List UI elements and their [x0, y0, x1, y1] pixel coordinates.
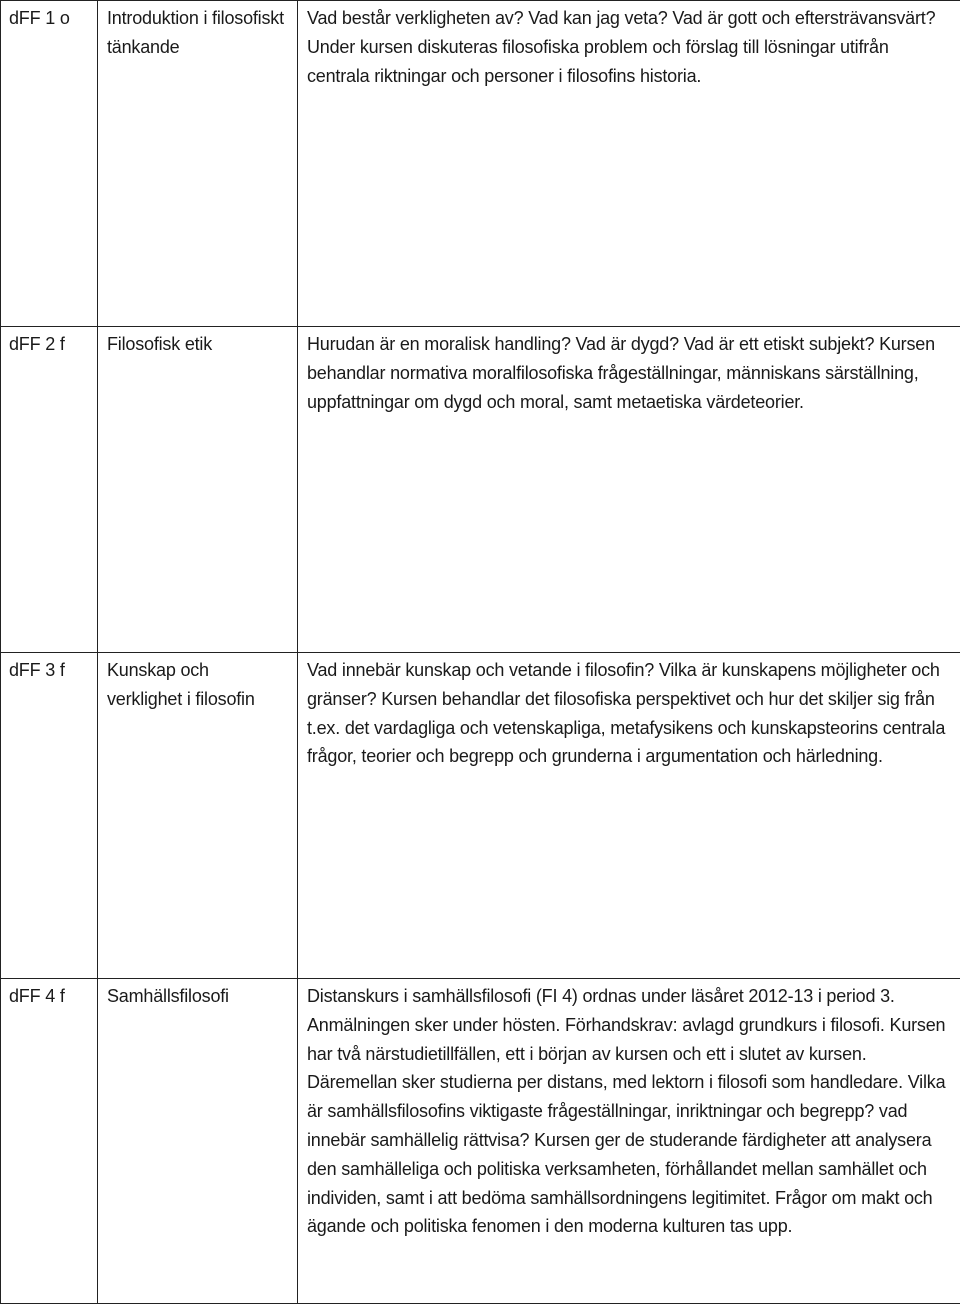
course-code: dFF 3 f [1, 653, 98, 979]
course-description: Hurudan är en moralisk handling? Vad är dygd? Vad är ett etiskt subjekt? Kursen behandlar normativa moralfilosofiska frågeställningar, människans särställning, uppfattningar om dygd och moral, samt metaetiska värdeteorier. [298, 327, 960, 653]
course-title: Introduktion i filosofiskt tänkande [98, 1, 298, 327]
table-row [1, 327, 960, 653]
course-code: dFF 1 o [1, 1, 98, 327]
course-title: Filosofisk etik [98, 327, 298, 653]
course-description: Distanskurs i samhällsfilosofi (FI 4) ordnas under läsåret 2012-13 i period 3. Anmälningen sker under hösten. Förhandskrav: avlagd grundkurs i filosofi. Kursen har två närstudietillfällen, ett i början av kursen och ett i slutet av kursen. Däremellan sker studierna per distans, med lektorn i filosofi som handledare. Vilka är samhällsfilosofins viktigaste frågeställningar, inriktningar och begrepp? vad innebär samhällelig rättvisa? Kursen ger de studerande färdigheter att analysera den samhälleliga och politiska verksamheten, förhållandet mellan samhället och individen, samt i att bedöma samhällsordningens legitimitet. Frågor om makt och ägande och politiska fenomen i den moderna kulturen tas upp. [298, 979, 960, 1304]
course-description: Vad består verkligheten av? Vad kan jag veta? Vad är gott och eftersträvansvärt? Under kursen diskuteras filosofiska problem och förslag till lösningar utifrån centrala riktningar och personer i filosofins historia. [298, 1, 960, 327]
table-row [1, 979, 960, 1304]
course-title: Kunskap och verklighet i filosofin [98, 653, 298, 979]
course-code: dFF 2 f [1, 327, 98, 653]
table-row [1, 1, 960, 327]
course-description: Vad innebär kunskap och vetande i filosofin? Vilka är kunskapens möjligheter och gränser? Kursen behandlar det filosofiska perspektivet och hur det skiljer sig från t.ex. det vardagliga och vetenskapliga, metafysikens och kunskapsteorins centrala frågor, teorier och begrepp och grunderna i argumentation och härledning. [298, 653, 960, 979]
course-title: Samhällsfilosofi [98, 979, 298, 1304]
table-row [1, 653, 960, 979]
course-code: dFF 4 f [1, 979, 98, 1304]
